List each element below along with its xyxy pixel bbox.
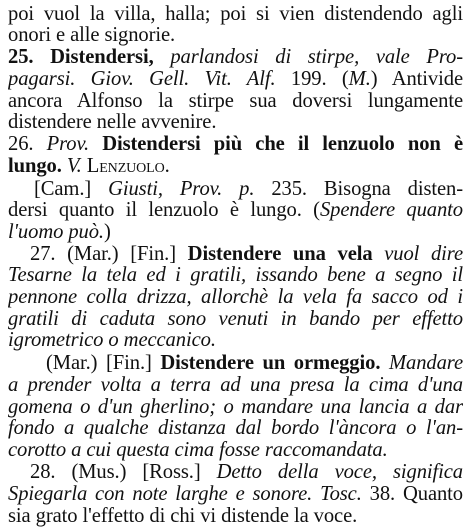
text-run: Distendersi più che il lenzuolo non è xyxy=(102,133,463,155)
text-run: parlandosi di stirpe, vale Pro- xyxy=(170,46,463,68)
text-run: 26. xyxy=(8,133,47,155)
text-run: Distendere un ormeggio. xyxy=(160,352,389,374)
text-run: Spendere quanto xyxy=(319,199,463,221)
text-run: gratili di caduta sono venuti in bando per effetto xyxy=(8,308,463,330)
text-run: igrometrico o meccanico. xyxy=(8,329,216,351)
text-run: pagarsi. Giov. Gell. Vit. Alf. xyxy=(8,68,291,90)
text-run: poi vuol la villa, halla; poi si vien distendendo agli xyxy=(8,3,463,25)
text-run: 27. (Mar.) [Fin.] xyxy=(30,243,188,265)
text-run: lungo. xyxy=(8,155,67,177)
text-run: vuol dire xyxy=(384,243,463,265)
text-run: distendere nelle avvenire. xyxy=(8,111,217,133)
text-run: Tesarne la tela ed i gratili, issando bene a segno il xyxy=(8,264,463,286)
text-run: 25. Distendersi, xyxy=(8,46,171,68)
text-run: Detto della voce, significa xyxy=(216,461,463,483)
text-run: 28. (Mus.) [Ross.] xyxy=(30,461,217,483)
text-run: fondo a qualche distanza dal bordo l'àncora o l'an- xyxy=(8,417,463,439)
text-run: (Mar.) [Fin.] xyxy=(46,352,161,374)
text-run: Distendere una vela xyxy=(187,243,385,265)
text-run: dersi quanto il lenzuolo è lungo. ( xyxy=(8,199,320,221)
text-run: 235. Bisogna disten- xyxy=(271,178,463,200)
text-run: Spiegarla con note larghe e sonore. Tosc. xyxy=(8,483,370,505)
text-run: Giusti, Prov. p. xyxy=(108,178,272,200)
text-run: Mandare xyxy=(388,352,463,374)
text-run: [Cam.] xyxy=(34,178,109,200)
text-run: onori e alle signorie. xyxy=(8,24,176,46)
text-run: V. xyxy=(66,155,87,177)
text-run: Prov. xyxy=(46,133,103,155)
text-run: 199. ( xyxy=(290,68,349,90)
text-run: ) Antivide xyxy=(370,68,463,90)
text-run: pennone colla drizza, allorchè la vela fa sacco od i xyxy=(8,286,463,308)
text-run: l'uomo può. xyxy=(8,221,104,243)
text-run: sia grato l'effetto di chi vi distende la voce. xyxy=(8,505,358,527)
text-run: Lenzuolo. xyxy=(86,155,170,177)
text-run: corotto a cui questa cima fosse raccomandata. xyxy=(8,439,388,461)
text-run: 38. Quanto xyxy=(369,483,463,505)
text-run: ) xyxy=(103,221,111,243)
text-run: M. xyxy=(348,68,371,90)
text-run: a prender volta a terra ad una presa la cima d'una xyxy=(8,374,463,396)
text-run: ancora Alfonso la stirpe sua doversi lungamente xyxy=(8,90,463,112)
text-line xyxy=(8,503,463,529)
text-run: gomena o d'un gherlino; o mandare una lancia a dar xyxy=(8,396,463,418)
